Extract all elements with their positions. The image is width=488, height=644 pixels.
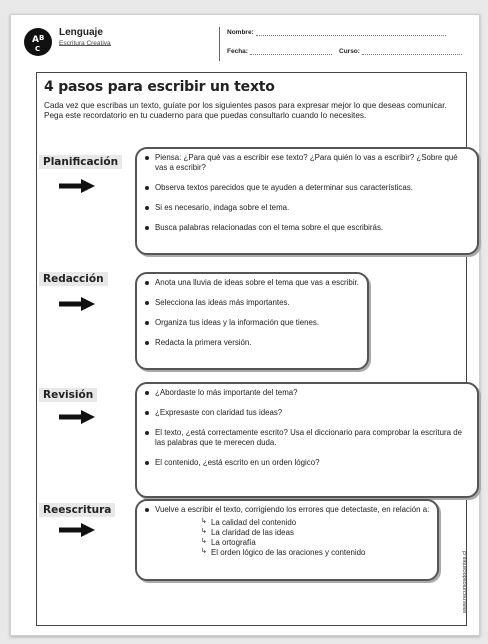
step-redaccion-box — [135, 272, 369, 370]
list-item: Organiza tus ideas y la información que tienes. — [143, 318, 359, 328]
header-vertical-separator — [219, 27, 220, 61]
list-item: Anota una lluvia de ideas sobre el tema que vas a escribir. — [143, 278, 359, 288]
list-item: ¿Expresaste con claridad tus ideas? — [143, 408, 469, 418]
list-item: Busca palabras relacionadas con el tema sobre el que escribirás. — [143, 223, 469, 233]
subject-title: Lenguaje — [59, 27, 103, 38]
sub-item-text: El orden lógico de las oraciones y contenido — [211, 547, 366, 557]
subject-heading — [59, 27, 111, 47]
course-area: Escritura Creativa — [59, 40, 111, 47]
step-revision-label: Revisión — [39, 388, 97, 402]
name-line[interactable] — [256, 29, 446, 36]
sub-item — [201, 538, 429, 548]
list-item: Vuelve a escribir el texto, corrigiendo los errores que detectaste, en relación a: — [143, 505, 429, 515]
arrow-return-icon: ↳ — [201, 517, 207, 525]
arrow-right-icon — [59, 523, 95, 537]
arrow-return-icon: ↳ — [201, 537, 207, 545]
worksheet-page — [10, 14, 480, 636]
step-redaccion-label: Redacción — [39, 272, 108, 286]
step-planificacion-label: Planificación — [39, 155, 122, 169]
sub-item-text: La calidad del contenido — [211, 517, 297, 527]
list-item: ¿Abordaste lo más importante del tema? — [143, 388, 469, 398]
abc-logo — [23, 27, 53, 57]
arrow-right-icon — [59, 179, 95, 193]
step-reescritura-label: Reescritura — [39, 503, 115, 517]
step-planificacion-box — [135, 147, 479, 255]
sub-item-text: La claridad de las ideas — [211, 527, 294, 537]
worksheet-title: 4 pasos para escribir un texto — [44, 79, 275, 95]
worksheet-intro: Cada vez que escribas un texto, guíate por los siguientes pasos para expresar mejor lo que deseas comunicar. Pega este recordatorio en tu cuaderno para que puedas consultarlo cuando lo necesites. — [44, 101, 447, 120]
step-reescritura-box — [135, 499, 439, 581]
name-field[interactable] — [227, 29, 446, 36]
header-divider — [59, 45, 111, 46]
website-credit: www.recursosdocentes.cl — [462, 550, 468, 613]
course-line[interactable] — [362, 48, 462, 55]
step-revision-box — [135, 382, 479, 498]
list-item: El contenido, ¿está escrito en un orden lógico? — [143, 458, 469, 468]
list-item: Si es necesario, indaga sobre el tema. — [143, 203, 469, 213]
sub-item-text: La ortografía — [211, 537, 256, 547]
list-item: Piensa: ¿Para qué vas a escribir ese texto? ¿Para quién lo vas a escribir? ¿Sobre qué vas a escribir? — [143, 153, 469, 173]
arrow-right-icon — [59, 297, 95, 311]
arrow-right-icon — [59, 410, 95, 424]
course-field[interactable] — [339, 48, 462, 55]
list-item: Redacta la primera versión. — [143, 338, 359, 348]
logo-letter-a: A — [32, 35, 39, 45]
sub-item — [201, 548, 429, 558]
name-label: Nombre: — [227, 29, 254, 36]
list-item: El texto, ¿está correctamente escrito? Usa el diccionario para comprobar la escritura de las palabras que te merecen duda. — [143, 428, 469, 448]
list-item: Selecciona las ideas más importantes. — [143, 298, 359, 308]
logo-letter-c: C — [35, 45, 41, 53]
sub-item — [201, 518, 429, 528]
sub-item — [201, 528, 429, 538]
arrow-return-icon: ↳ — [201, 527, 207, 535]
list-item: Observa textos parecidos que te ayuden a determinar sus características. — [143, 183, 469, 193]
course-label: Curso: — [339, 48, 360, 55]
date-field[interactable] — [227, 48, 332, 55]
date-line[interactable] — [250, 48, 332, 55]
arrow-return-icon: ↳ — [201, 547, 207, 555]
date-label: Fecha: — [227, 48, 248, 55]
logo-letter-b: B — [39, 34, 45, 42]
